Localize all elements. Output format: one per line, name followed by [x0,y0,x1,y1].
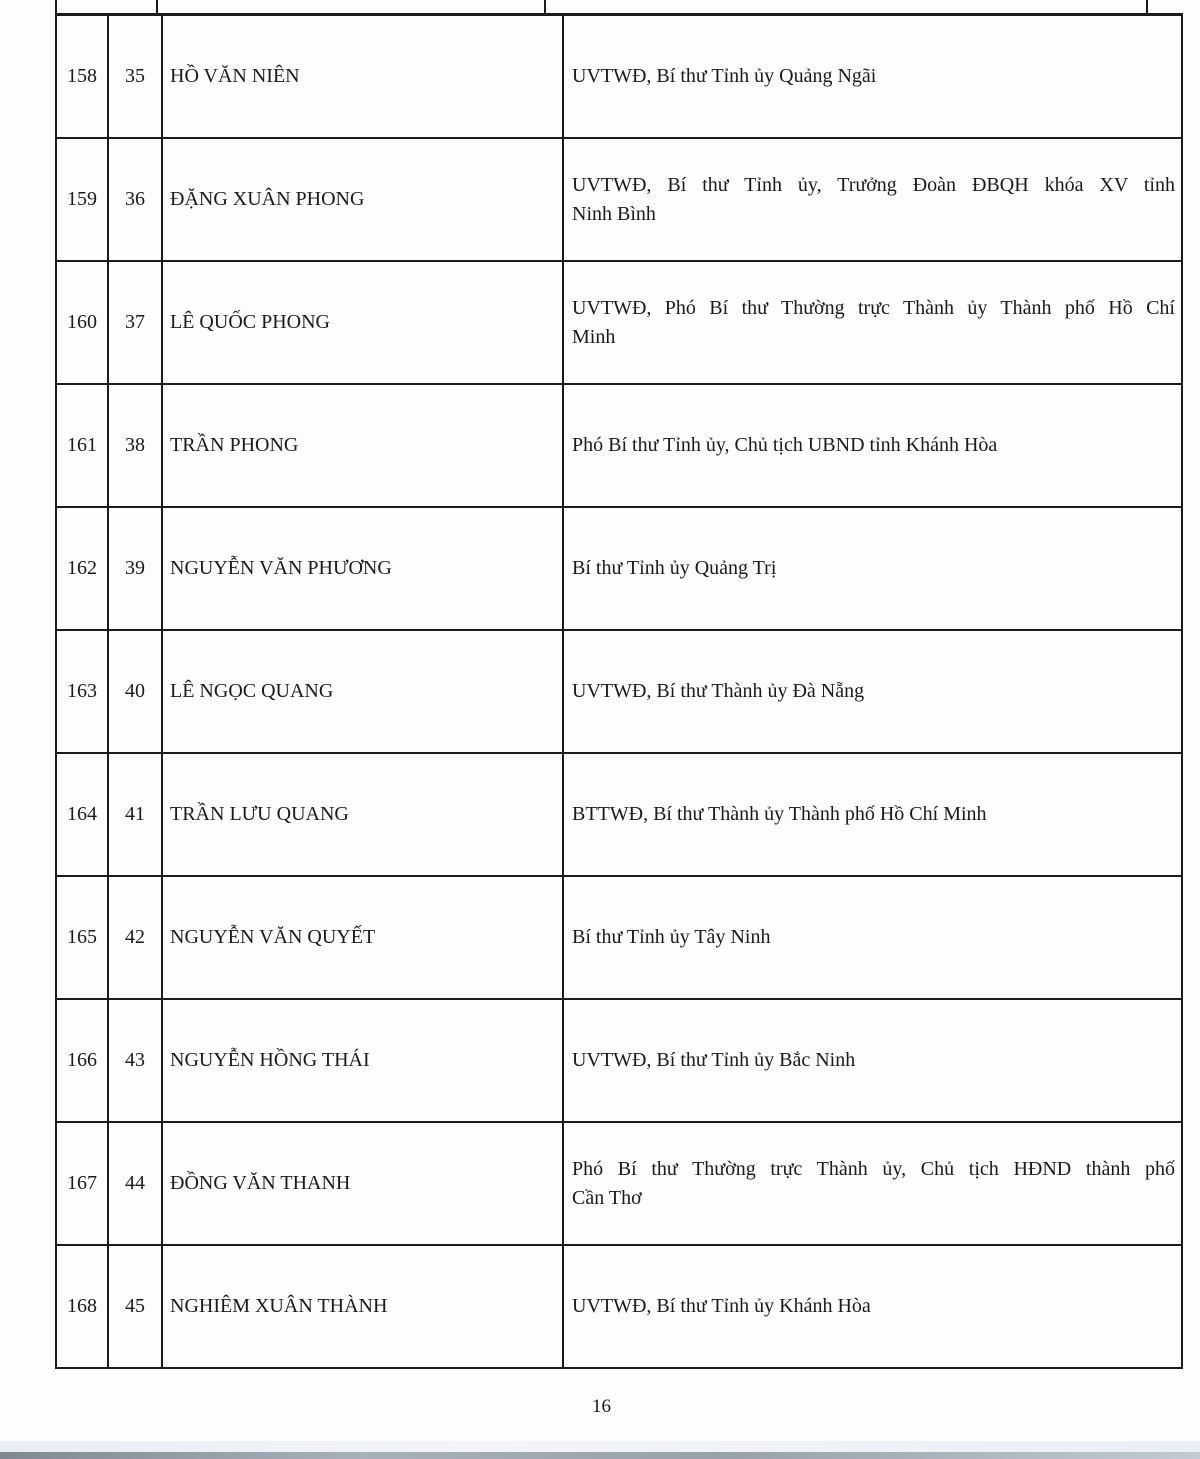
position-cell [563,15,1182,139]
ordinal-cell: 45 [108,1245,162,1368]
table-row [56,15,1182,139]
position-cell [563,1122,1182,1245]
name-cell: NGHIÊM XUÂN THÀNH [162,1245,563,1368]
stt-cell: 162 [56,507,108,630]
position-line: UVTWĐ, Bí thư Tỉnh ủy Quảng Ngãi [572,65,877,87]
position-line: UVTWĐ, Bí thư Thành ủy Đà Nẵng [572,680,865,702]
table-row [56,138,1182,261]
table-border-segment [544,0,546,13]
ordinal-cell: 44 [108,1122,162,1245]
scan-edge-tint [0,1441,1200,1452]
stt-cell: 167 [56,1122,108,1245]
ordinal-cell: 37 [108,261,162,384]
table-row [56,507,1182,630]
name-cell: ĐẶNG XUÂN PHONG [162,138,563,261]
scan-edge-artifact [0,1452,1200,1459]
table-border-segment [1146,0,1148,13]
ordinal-cell: 39 [108,507,162,630]
name-cell: LÊ QUỐC PHONG [162,261,563,384]
table-row [56,876,1182,999]
ordinal-cell: 35 [108,15,162,139]
stt-cell: 160 [56,261,108,384]
position-line: Minh [572,325,616,348]
table-row [56,630,1182,753]
position-line: UVTWĐ, Phó Bí thư Thường trực Thành ủy Thành phố Hồ Chí [572,296,1175,319]
ordinal-cell: 41 [108,753,162,876]
table-row [56,384,1182,507]
ordinal-cell: 43 [108,999,162,1122]
name-cell: NGUYỄN VĂN QUYẾT [162,876,563,999]
position-line: Bí thư Tỉnh ủy Tây Ninh [572,926,771,948]
ordinal-cell: 40 [108,630,162,753]
name-cell: LÊ NGỌC QUANG [162,630,563,753]
position-cell [563,999,1182,1122]
position-cell [563,876,1182,999]
ordinal-cell: 36 [108,138,162,261]
name-cell: TRẦN LƯU QUANG [162,753,563,876]
stt-cell: 163 [56,630,108,753]
position-cell [563,384,1182,507]
name-cell: TRẦN PHONG [162,384,563,507]
stt-cell: 165 [56,876,108,999]
position-cell [563,1245,1182,1368]
table-border-segment [156,0,158,13]
stt-cell: 161 [56,384,108,507]
position-cell [563,630,1182,753]
position-line: Cần Thơ [572,1186,642,1209]
name-cell: HỒ VĂN NIÊN [162,15,563,139]
position-cell [563,753,1182,876]
position-line: Phó Bí thư Tỉnh ủy, Chủ tịch UBND tỉnh Khánh Hòa [572,434,998,456]
position-cell [563,261,1182,384]
name-cell: NGUYỄN HỒNG THÁI [162,999,563,1122]
table-border-segment [55,0,57,13]
table-row [56,1122,1182,1245]
position-cell [563,507,1182,630]
table-row [56,261,1182,384]
position-line: UVTWĐ, Bí thư Tỉnh ủy, Trưởng Đoàn ĐBQH khóa XV tỉnh [572,173,1175,196]
page-number: 16 [592,1396,611,1417]
position-line: Bí thư Tỉnh ủy Quảng Trị [572,557,777,579]
stt-cell: 164 [56,753,108,876]
position-line: BTTWĐ, Bí thư Thành ủy Thành phố Hồ Chí Minh [572,803,987,825]
stt-cell: 158 [56,15,108,139]
name-cell: ĐỒNG VĂN THANH [162,1122,563,1245]
ordinal-cell: 42 [108,876,162,999]
position-line: UVTWĐ, Bí thư Tỉnh ủy Khánh Hòa [572,1295,871,1317]
table-row [56,753,1182,876]
officials-table [55,13,1183,1369]
stt-cell: 166 [56,999,108,1122]
position-line: UVTWĐ, Bí thư Tỉnh ủy Bắc Ninh [572,1049,856,1071]
table-row [56,1245,1182,1368]
stt-cell: 159 [56,138,108,261]
stt-cell: 168 [56,1245,108,1368]
position-cell [563,138,1182,261]
position-line: Phó Bí thư Thường trực Thành ủy, Chủ tịch HĐND thành phố [572,1157,1175,1180]
table-row [56,999,1182,1122]
previous-row-sliver [55,0,1148,13]
position-line: Ninh Bình [572,202,656,225]
ordinal-cell: 38 [108,384,162,507]
name-cell: NGUYỄN VĂN PHƯƠNG [162,507,563,630]
